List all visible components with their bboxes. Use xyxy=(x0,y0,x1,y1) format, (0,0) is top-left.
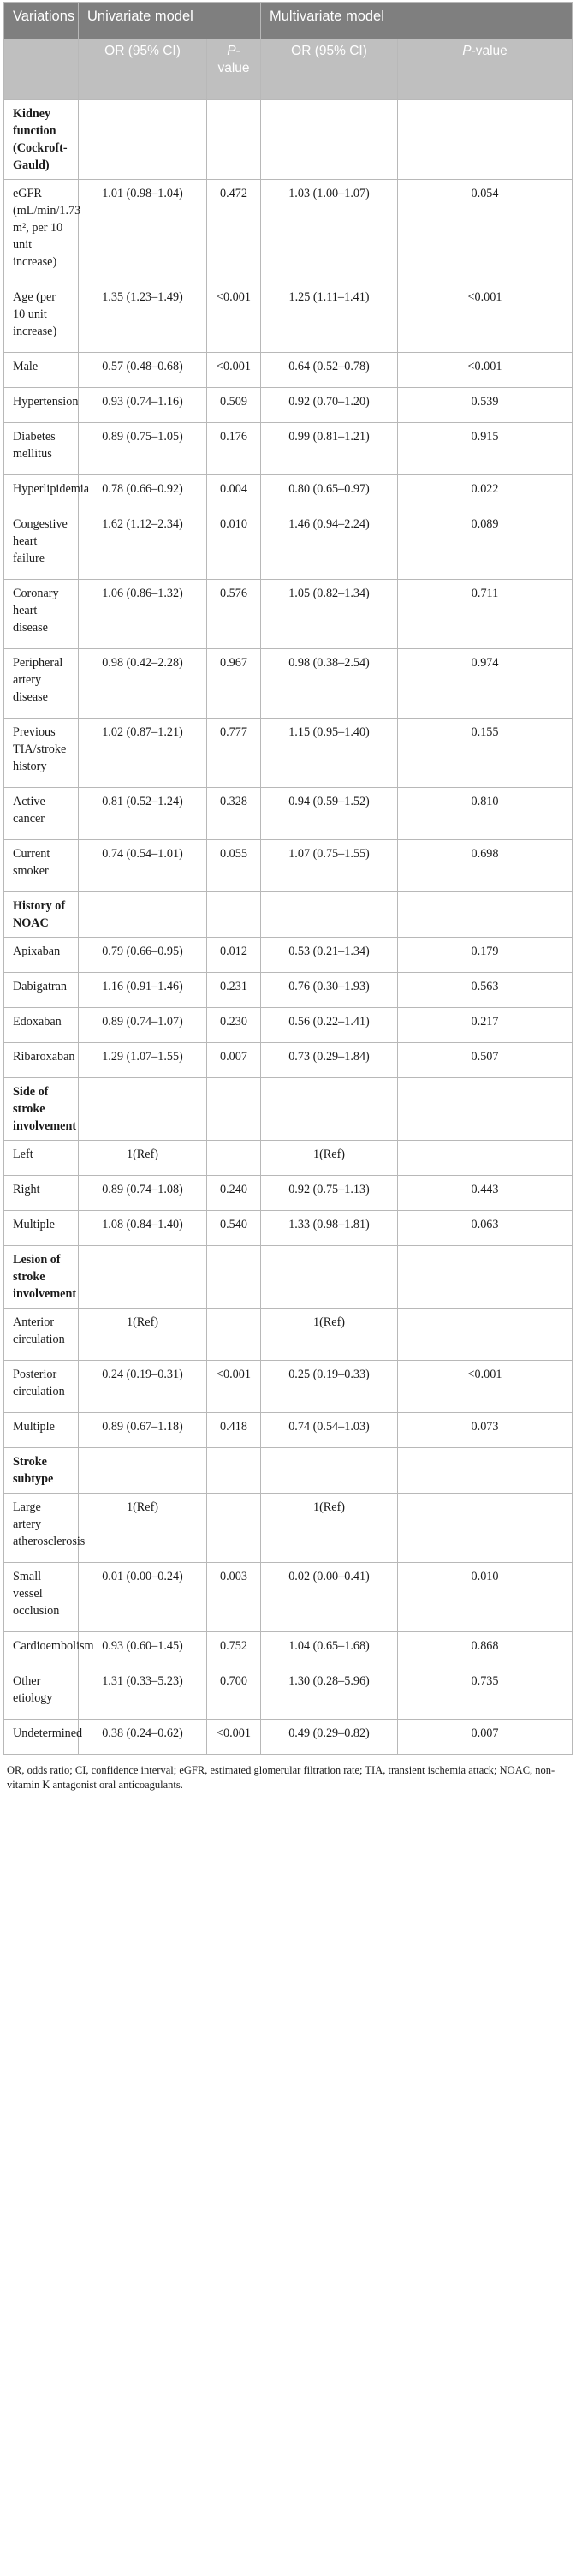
multivariate-p-cell: <0.001 xyxy=(398,353,573,388)
header-multivariate: Multivariate model xyxy=(261,3,573,39)
multivariate-p-cell: 0.073 xyxy=(398,1413,573,1448)
variable-cell: Posterior circulation xyxy=(4,1361,79,1413)
multivariate-p-cell: 0.507 xyxy=(398,1043,573,1078)
table-row xyxy=(4,1309,573,1361)
univariate-p-cell: 0.007 xyxy=(207,1043,261,1078)
table-row xyxy=(4,423,573,475)
table-row xyxy=(4,1176,573,1211)
variable-cell: Other etiology xyxy=(4,1667,79,1720)
univariate-or-cell: 0.24 (0.19–0.31) xyxy=(79,1361,207,1413)
multivariate-p-cell: 0.089 xyxy=(398,510,573,580)
univariate-p-cell: 0.176 xyxy=(207,423,261,475)
variable-cell: Side of stroke involvement xyxy=(4,1078,79,1141)
multivariate-p-cell: 0.539 xyxy=(398,388,573,423)
multivariate-or-cell: 0.49 (0.29–0.82) xyxy=(261,1720,398,1755)
univariate-p-cell xyxy=(207,1078,261,1141)
variable-cell: Diabetes mellitus xyxy=(4,423,79,475)
univariate-p-cell: <0.001 xyxy=(207,1720,261,1755)
multivariate-p-cell: 0.063 xyxy=(398,1211,573,1246)
univariate-p-cell: 0.004 xyxy=(207,475,261,510)
multivariate-or-cell xyxy=(261,1246,398,1309)
variable-cell: Ribaroxaban xyxy=(4,1043,79,1078)
multivariate-or-cell xyxy=(261,1078,398,1141)
multivariate-p-cell: <0.001 xyxy=(398,1361,573,1413)
univariate-p-cell: 0.777 xyxy=(207,719,261,788)
multivariate-or-cell: 0.94 (0.59–1.52) xyxy=(261,788,398,840)
univariate-or-cell: 0.98 (0.42–2.28) xyxy=(79,649,207,719)
univariate-p-cell xyxy=(207,1494,261,1563)
header-univariate: Univariate model xyxy=(79,3,261,39)
section-row xyxy=(4,892,573,938)
multivariate-p-cell xyxy=(398,892,573,938)
univariate-p-cell xyxy=(207,1141,261,1176)
univariate-p-cell: <0.001 xyxy=(207,353,261,388)
univariate-p-cell: 0.967 xyxy=(207,649,261,719)
univariate-p-cell xyxy=(207,100,261,180)
p-suffix: -value xyxy=(471,44,508,58)
table-row xyxy=(4,1494,573,1563)
multivariate-p-cell xyxy=(398,1141,573,1176)
univariate-or-cell: 0.74 (0.54–1.01) xyxy=(79,840,207,892)
multivariate-or-cell: 0.53 (0.21–1.34) xyxy=(261,938,398,973)
univariate-p-cell: 0.328 xyxy=(207,788,261,840)
header-blank xyxy=(4,39,79,100)
header-multivariate-or: OR (95% CI) xyxy=(261,39,398,100)
multivariate-p-cell: 0.179 xyxy=(398,938,573,973)
section-row xyxy=(4,1078,573,1141)
variable-cell: Small vessel occlusion xyxy=(4,1563,79,1632)
univariate-or-cell: 0.81 (0.52–1.24) xyxy=(79,788,207,840)
variable-cell: Age (per 10 unit increase) xyxy=(4,283,79,353)
multivariate-p-cell: 0.810 xyxy=(398,788,573,840)
table-row xyxy=(4,1632,573,1667)
univariate-or-cell: 1(Ref) xyxy=(79,1141,207,1176)
section-row xyxy=(4,1246,573,1309)
univariate-or-cell xyxy=(79,1246,207,1309)
variable-cell: Apixaban xyxy=(4,938,79,973)
univariate-p-cell xyxy=(207,1448,261,1494)
multivariate-or-cell: 0.80 (0.65–0.97) xyxy=(261,475,398,510)
section-row xyxy=(4,1448,573,1494)
multivariate-p-cell: 0.915 xyxy=(398,423,573,475)
variable-cell: Previous TIA/stroke history xyxy=(4,719,79,788)
multivariate-or-cell: 1.07 (0.75–1.55) xyxy=(261,840,398,892)
multivariate-p-cell: 0.010 xyxy=(398,1563,573,1632)
p-suffix: -value xyxy=(217,44,250,75)
univariate-p-cell xyxy=(207,892,261,938)
header-row-top xyxy=(4,3,573,39)
univariate-or-cell: 1.08 (0.84–1.40) xyxy=(79,1211,207,1246)
table-row xyxy=(4,580,573,649)
table-row xyxy=(4,719,573,788)
table-row xyxy=(4,938,573,973)
univariate-or-cell: 0.89 (0.75–1.05) xyxy=(79,423,207,475)
univariate-p-cell: 0.540 xyxy=(207,1211,261,1246)
univariate-p-cell xyxy=(207,1309,261,1361)
multivariate-p-cell: 0.698 xyxy=(398,840,573,892)
univariate-or-cell: 1.31 (0.33–5.23) xyxy=(79,1667,207,1720)
multivariate-p-cell: 0.711 xyxy=(398,580,573,649)
variable-cell: Kidney function (Cockroft-Gauld) xyxy=(4,100,79,180)
multivariate-or-cell: 1.46 (0.94–2.24) xyxy=(261,510,398,580)
univariate-p-cell: <0.001 xyxy=(207,1361,261,1413)
multivariate-or-cell: 0.92 (0.75–1.13) xyxy=(261,1176,398,1211)
univariate-or-cell: 0.89 (0.74–1.08) xyxy=(79,1176,207,1211)
multivariate-or-cell xyxy=(261,1448,398,1494)
univariate-or-cell: 1.29 (1.07–1.55) xyxy=(79,1043,207,1078)
univariate-p-cell: 0.055 xyxy=(207,840,261,892)
variable-cell: Current smoker xyxy=(4,840,79,892)
p-italic: P xyxy=(462,44,472,58)
univariate-p-cell: 0.230 xyxy=(207,1008,261,1043)
multivariate-or-cell: 0.99 (0.81–1.21) xyxy=(261,423,398,475)
univariate-or-cell xyxy=(79,1448,207,1494)
univariate-or-cell: 0.93 (0.60–1.45) xyxy=(79,1632,207,1667)
variable-cell: Large artery atherosclerosis xyxy=(4,1494,79,1563)
univariate-or-cell: 1.06 (0.86–1.32) xyxy=(79,580,207,649)
multivariate-or-cell: 0.02 (0.00–0.41) xyxy=(261,1563,398,1632)
univariate-or-cell: 1.62 (1.12–2.34) xyxy=(79,510,207,580)
table-row xyxy=(4,1141,573,1176)
multivariate-or-cell: 1.15 (0.95–1.40) xyxy=(261,719,398,788)
table-container xyxy=(3,2,572,1792)
header-variations: Variations xyxy=(4,3,79,39)
regression-table xyxy=(3,2,573,1755)
univariate-p-cell xyxy=(207,1246,261,1309)
table-row xyxy=(4,1008,573,1043)
table-row xyxy=(4,510,573,580)
header-multivariate-p xyxy=(398,39,573,100)
univariate-or-cell: 1(Ref) xyxy=(79,1309,207,1361)
multivariate-p-cell: 0.217 xyxy=(398,1008,573,1043)
multivariate-or-cell: 1(Ref) xyxy=(261,1309,398,1361)
section-row xyxy=(4,100,573,180)
univariate-or-cell: 1.35 (1.23–1.49) xyxy=(79,283,207,353)
univariate-or-cell: 0.78 (0.66–0.92) xyxy=(79,475,207,510)
univariate-p-cell: 0.240 xyxy=(207,1176,261,1211)
univariate-or-cell: 0.89 (0.67–1.18) xyxy=(79,1413,207,1448)
multivariate-p-cell xyxy=(398,1246,573,1309)
table-row xyxy=(4,283,573,353)
multivariate-or-cell: 1.04 (0.65–1.68) xyxy=(261,1632,398,1667)
multivariate-p-cell: 0.974 xyxy=(398,649,573,719)
univariate-or-cell: 1.01 (0.98–1.04) xyxy=(79,180,207,283)
multivariate-or-cell: 0.74 (0.54–1.03) xyxy=(261,1413,398,1448)
univariate-p-cell: 0.012 xyxy=(207,938,261,973)
header-univariate-p xyxy=(207,39,261,100)
table-row xyxy=(4,475,573,510)
multivariate-or-cell: 1.05 (0.82–1.34) xyxy=(261,580,398,649)
table-row xyxy=(4,1563,573,1632)
multivariate-or-cell: 1(Ref) xyxy=(261,1494,398,1563)
variable-cell: eGFR (mL/min/1.73 m², per 10 unit increase) xyxy=(4,180,79,283)
variable-cell: Edoxaban xyxy=(4,1008,79,1043)
table-row xyxy=(4,1361,573,1413)
table-row xyxy=(4,973,573,1008)
table-row xyxy=(4,388,573,423)
multivariate-p-cell: 0.868 xyxy=(398,1632,573,1667)
univariate-or-cell xyxy=(79,1078,207,1141)
multivariate-or-cell: 1.03 (1.00–1.07) xyxy=(261,180,398,283)
multivariate-or-cell: 0.25 (0.19–0.33) xyxy=(261,1361,398,1413)
table-row xyxy=(4,1043,573,1078)
variable-cell: Left xyxy=(4,1141,79,1176)
multivariate-p-cell xyxy=(398,100,573,180)
univariate-p-cell: 0.418 xyxy=(207,1413,261,1448)
multivariate-p-cell: 0.007 xyxy=(398,1720,573,1755)
univariate-p-cell: 0.010 xyxy=(207,510,261,580)
variable-cell: Hypertension xyxy=(4,388,79,423)
multivariate-or-cell: 1(Ref) xyxy=(261,1141,398,1176)
variable-cell: Active cancer xyxy=(4,788,79,840)
table-row xyxy=(4,1720,573,1755)
univariate-or-cell: 0.93 (0.74–1.16) xyxy=(79,388,207,423)
variable-cell: Congestive heart failure xyxy=(4,510,79,580)
univariate-p-cell: <0.001 xyxy=(207,283,261,353)
univariate-or-cell: 0.79 (0.66–0.95) xyxy=(79,938,207,973)
table-row xyxy=(4,840,573,892)
variable-cell: Undetermined xyxy=(4,1720,79,1755)
multivariate-or-cell: 0.73 (0.29–1.84) xyxy=(261,1043,398,1078)
multivariate-or-cell: 1.25 (1.11–1.41) xyxy=(261,283,398,353)
univariate-or-cell: 0.89 (0.74–1.07) xyxy=(79,1008,207,1043)
table-row xyxy=(4,649,573,719)
multivariate-p-cell xyxy=(398,1078,573,1141)
univariate-or-cell: 0.38 (0.24–0.62) xyxy=(79,1720,207,1755)
univariate-p-cell: 0.003 xyxy=(207,1563,261,1632)
multivariate-or-cell: 0.98 (0.38–2.54) xyxy=(261,649,398,719)
univariate-p-cell: 0.231 xyxy=(207,973,261,1008)
univariate-or-cell xyxy=(79,892,207,938)
multivariate-p-cell: 0.054 xyxy=(398,180,573,283)
variable-cell: History of NOAC xyxy=(4,892,79,938)
univariate-p-cell: 0.752 xyxy=(207,1632,261,1667)
univariate-p-cell: 0.509 xyxy=(207,388,261,423)
multivariate-or-cell: 1.30 (0.28–5.96) xyxy=(261,1667,398,1720)
table-body xyxy=(4,100,573,1755)
table-row xyxy=(4,1413,573,1448)
univariate-p-cell: 0.700 xyxy=(207,1667,261,1720)
table-row xyxy=(4,1667,573,1720)
univariate-or-cell: 1(Ref) xyxy=(79,1494,207,1563)
multivariate-p-cell xyxy=(398,1309,573,1361)
multivariate-or-cell: 0.64 (0.52–0.78) xyxy=(261,353,398,388)
multivariate-or-cell: 0.92 (0.70–1.20) xyxy=(261,388,398,423)
multivariate-p-cell: 0.735 xyxy=(398,1667,573,1720)
header-row-sub xyxy=(4,39,573,100)
multivariate-p-cell xyxy=(398,1448,573,1494)
multivariate-or-cell: 0.56 (0.22–1.41) xyxy=(261,1008,398,1043)
multivariate-or-cell: 1.33 (0.98–1.81) xyxy=(261,1211,398,1246)
table-row xyxy=(4,353,573,388)
variable-cell: Multiple xyxy=(4,1413,79,1448)
variable-cell: Stroke subtype xyxy=(4,1448,79,1494)
multivariate-or-cell xyxy=(261,100,398,180)
table-row xyxy=(4,1211,573,1246)
univariate-or-cell: 0.57 (0.48–0.68) xyxy=(79,353,207,388)
variable-cell: Dabigatran xyxy=(4,973,79,1008)
variable-cell: Hyperlipidemia xyxy=(4,475,79,510)
multivariate-p-cell: 0.563 xyxy=(398,973,573,1008)
variable-cell: Cardioembolism xyxy=(4,1632,79,1667)
multivariate-p-cell: 0.022 xyxy=(398,475,573,510)
header-univariate-or: OR (95% CI) xyxy=(79,39,207,100)
variable-cell: Anterior circulation xyxy=(4,1309,79,1361)
variable-cell: Right xyxy=(4,1176,79,1211)
variable-cell: Multiple xyxy=(4,1211,79,1246)
table-row xyxy=(4,180,573,283)
table-header xyxy=(4,3,573,100)
variable-cell: Male xyxy=(4,353,79,388)
univariate-or-cell: 1.16 (0.91–1.46) xyxy=(79,973,207,1008)
variable-cell: Lesion of stroke involvement xyxy=(4,1246,79,1309)
multivariate-p-cell: 0.443 xyxy=(398,1176,573,1211)
variable-cell: Coronary heart disease xyxy=(4,580,79,649)
multivariate-p-cell xyxy=(398,1494,573,1563)
variable-cell: Peripheral artery disease xyxy=(4,649,79,719)
multivariate-p-cell: <0.001 xyxy=(398,283,573,353)
multivariate-p-cell: 0.155 xyxy=(398,719,573,788)
univariate-or-cell xyxy=(79,100,207,180)
univariate-p-cell: 0.576 xyxy=(207,580,261,649)
table-row xyxy=(4,788,573,840)
univariate-or-cell: 0.01 (0.00–0.24) xyxy=(79,1563,207,1632)
multivariate-or-cell: 0.76 (0.30–1.93) xyxy=(261,973,398,1008)
table-footnote: OR, odds ratio; CI, confidence interval; eGFR, estimated glomerular filtration rate; TIA, transient ischemia attack; NOAC, non-vitamin K antagonist oral anticoagulants. xyxy=(7,1764,555,1791)
univariate-or-cell: 1.02 (0.87–1.21) xyxy=(79,719,207,788)
multivariate-or-cell xyxy=(261,892,398,938)
univariate-p-cell: 0.472 xyxy=(207,180,261,283)
p-italic: P xyxy=(227,44,236,58)
